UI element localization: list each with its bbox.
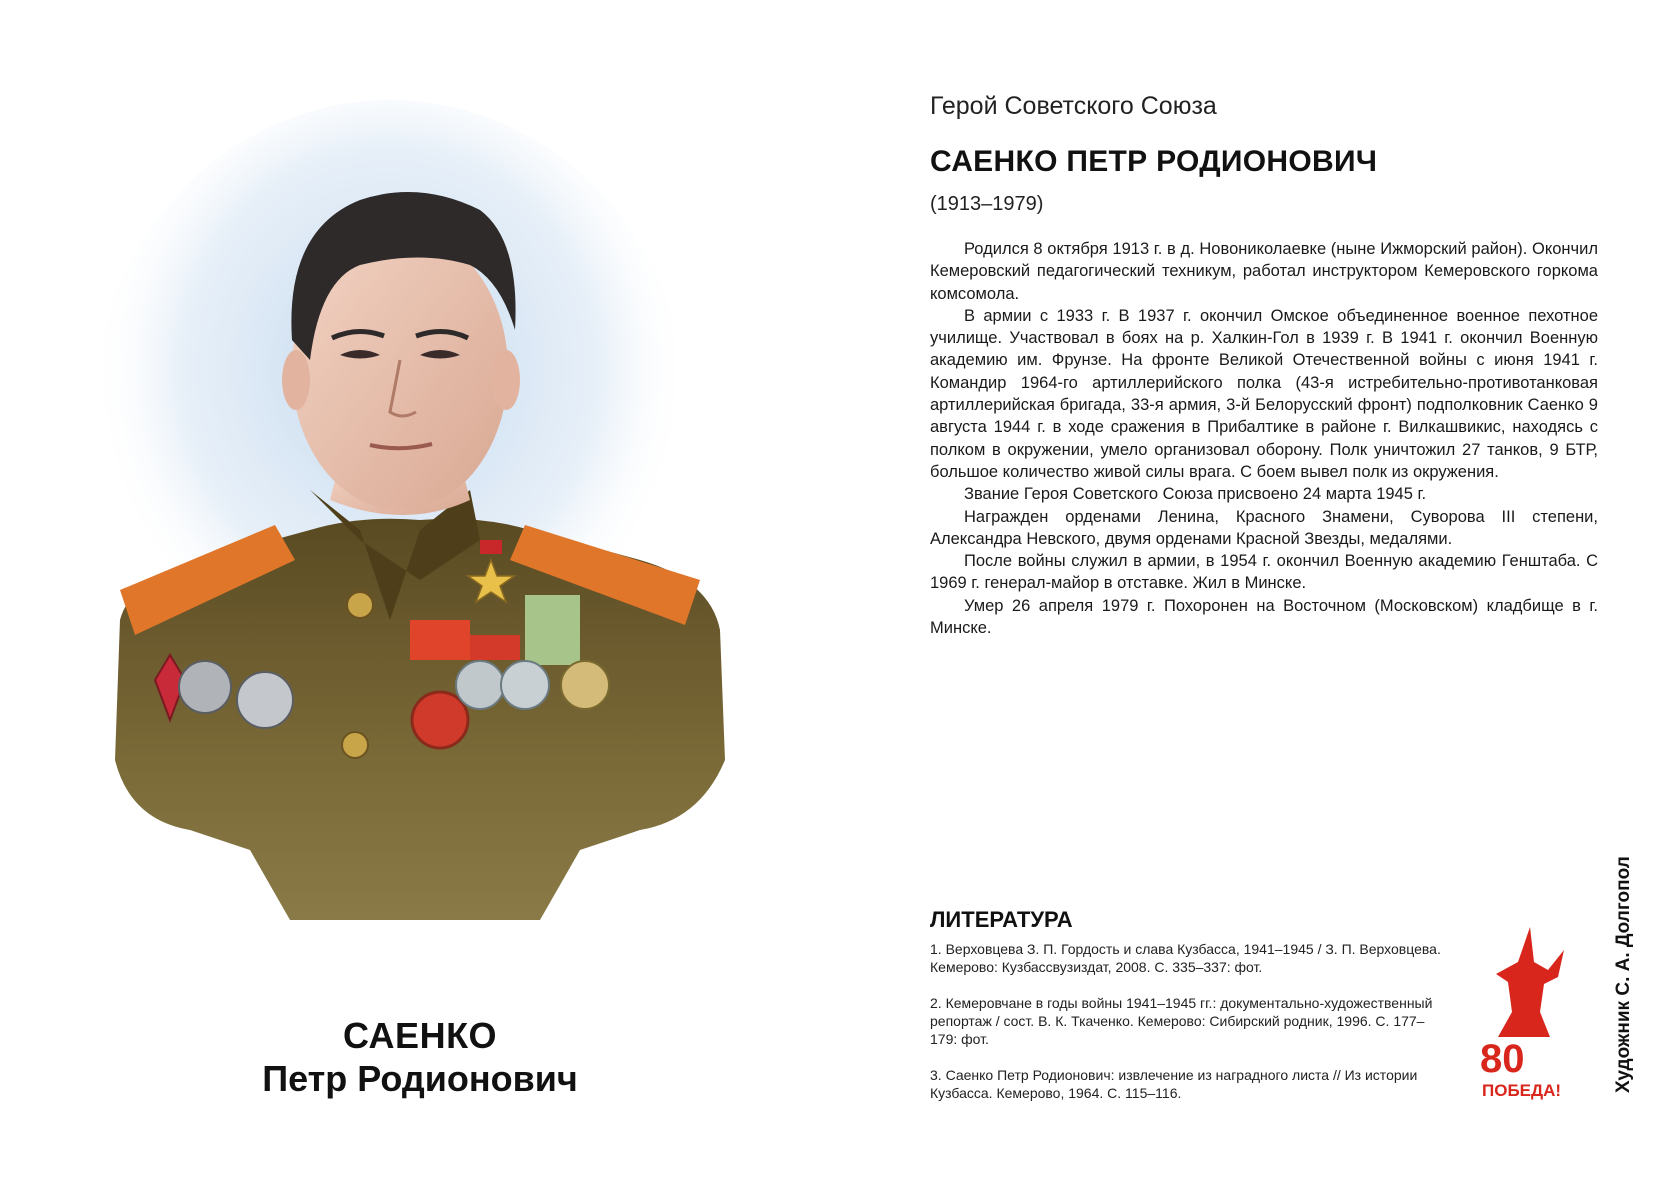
bio-paragraph: После войны служил в армии, в 1954 г. окончил Военную академию Генштаба. С 1969 г. генерал-майор в отставке. Жил в Минске. — [930, 552, 1598, 593]
bio-paragraph: Умер 26 апреля 1979 г. Похоронен на Восточном (Московском) кладбище в г. Минске. — [930, 596, 1598, 638]
life-years: (1913–1979) — [930, 193, 1044, 215]
portrait-illustration — [60, 60, 780, 950]
logo-word: ПОБЕДА! — [1482, 1081, 1562, 1100]
artist-credit: Художник С. А. Долгопол — [1613, 856, 1634, 1093]
motherland-statue-icon — [1496, 927, 1564, 1037]
literature-list — [930, 940, 1450, 1120]
hero-star-ribbon — [480, 540, 502, 554]
medal-ribbon-3 — [525, 595, 580, 665]
portrait-caption — [130, 1015, 710, 1101]
caption-given-names: Петр Родионович — [262, 1058, 578, 1099]
medal-ribbon-1 — [410, 620, 470, 660]
medal-4 — [561, 661, 609, 709]
biography — [930, 238, 1598, 639]
bio-paragraph: Родился 8 октября 1913 г. в д. Новониколаевке (ныне Ижморский район). Окончил Кемеровский педагогический техникум, работал инструктором Кемеровского горкома комсомола. — [930, 240, 1598, 303]
bio-paragraph: Награжден орденами Ленина, Красного Знамени, Суворова III степени, Александра Невского, двумя орденами Красной Звезды, медалями. — [930, 507, 1598, 548]
medal-3 — [501, 661, 549, 709]
logo-number: 80 — [1480, 1037, 1525, 1081]
literature-item: 2. Кемеровчане в годы войны 1941–1945 гг.: документально-художественный репортаж / сост. В. К. Ткаченко. Кемерово: Сибирский родник, 1996. С. 177–179: фот. — [930, 995, 1433, 1047]
literature-item: 1. Верховцева З. П. Гордость и слава Кузбасса, 1941–1945 / З. П. Верховцева. Кемерово: Кузбассвузиздат, 2008. С. 335–337: фот. — [930, 941, 1441, 975]
hero-title: Герой Советского Союза — [930, 92, 1217, 120]
medal-1 — [412, 692, 468, 748]
left-ear — [282, 350, 310, 410]
bio-paragraph: Звание Героя Советского Союза присвоено 24 марта 1945 г. — [964, 485, 1427, 504]
literature-heading: ЛИТЕРАТУРА — [930, 907, 1073, 932]
person-name: САЕНКО ПЕТР РОДИОНОВИЧ — [930, 145, 1378, 178]
bio-paragraph: В армии с 1933 г. В 1937 г. окончил Омское объединенное военное пехотное училище. Участвовал в боях на р. Халкин-Гол в 1939 г. В 1941 г. окончил Военную академию им. Фрунзе. На фронте Великой Отечественной войны с июня 1941 г. Командир 1964-го артиллерийского полка (43-я истребительно-противотанковая артиллерийская бригада, 33-я армия, 3-й Белорусский фронт) подполковник Саенко 9 августа 1944 г. в ходе сражения в Прибалтике в районе г. Вилкашвикис, находясь с полком в окружении, умело организовал оборону. Полк уничтожил 27 танков, 9 БТР, большое количество живой силы врага. С боем вывел полк из окружения. — [930, 306, 1598, 481]
literature-item: 3. Саенко Петр Родионович: извлечение из наградного листа // Из истории Кузбасса. Кемерово, 1964. С. 115–116. — [930, 1067, 1418, 1101]
left-page — [0, 0, 820, 1188]
medal-ribbon-2 — [470, 635, 520, 660]
button-bottom — [342, 732, 368, 758]
medal-2 — [456, 661, 504, 709]
button-top — [347, 592, 373, 618]
order-3 — [237, 672, 293, 728]
order-2 — [179, 661, 231, 713]
right-ear — [492, 350, 520, 410]
caption-surname: САЕНКО — [342, 1015, 498, 1056]
victory-80-logo — [1478, 922, 1570, 1102]
